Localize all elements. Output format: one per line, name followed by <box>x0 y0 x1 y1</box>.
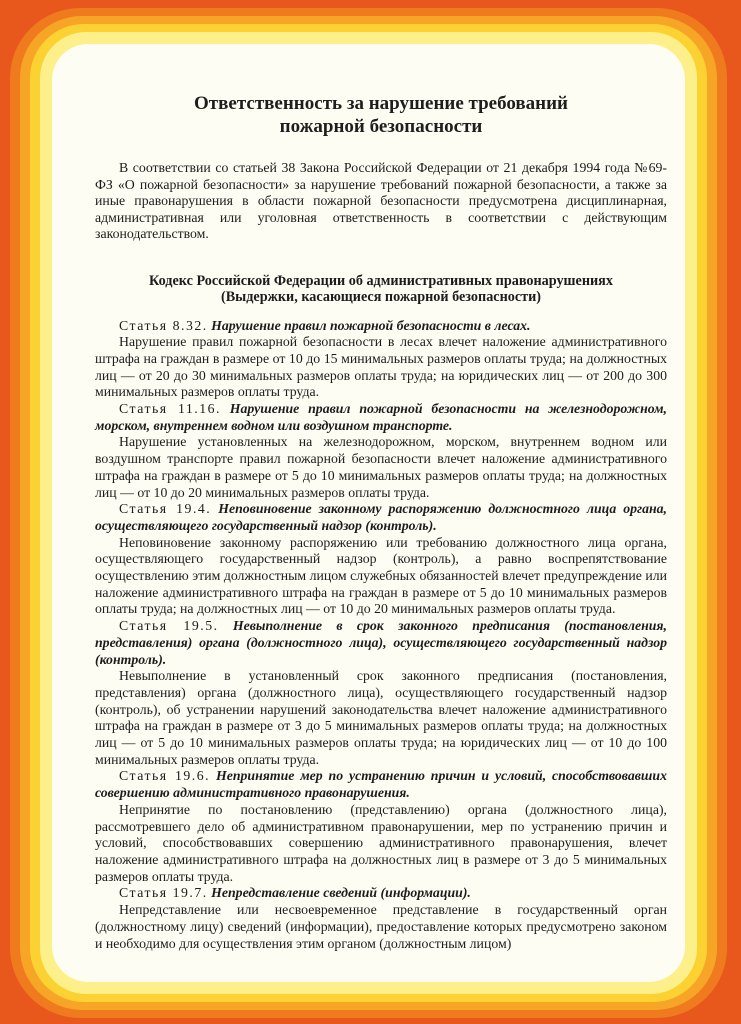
article-heading <box>95 401 667 434</box>
code-heading-line-1: Кодекс Российской Федерации об административных правонарушениях <box>149 272 613 289</box>
poster-content <box>95 92 667 952</box>
page-title <box>95 92 667 138</box>
article-number: Статья 11.16. <box>119 401 221 417</box>
article-heading <box>95 768 667 801</box>
article-heading <box>95 318 667 335</box>
article-number: Статья 19.5. <box>119 618 219 634</box>
article-heading <box>95 501 667 534</box>
article-title: Непринятие мер по устранению причин и условий, способствовавших совершению административного правонарушения. <box>95 768 668 801</box>
article-title: Неповиновение законному распоряжению должностного лица органа, осуществляющего государственный надзор (контроль). <box>95 501 668 533</box>
article-number: Статья 19.4. <box>119 501 212 517</box>
intro-text: В соответствии со статьей 38 Закона Российской Федерации от 21 декабря 1994 года №69-ФЗ «О пожарной безопасности» за нарушение требований пожарной безопасности, а также за иные правонарушения в области пожарной безопасности предусмотрена дисциплинарная, административная или уголовная ответственность в соответствии с действующим законодательством. <box>95 160 667 241</box>
article-title: Нарушение правил пожарной безопасности на железнодорожном, морском, внутреннем водном или воздушном транспорте. <box>95 401 667 433</box>
article-number: Статья 19.7. <box>119 885 208 901</box>
article-body: Нарушение правил пожарной безопасности в лесах влечет наложение административного штрафа на граждан в размере от 10 до 15 минимальных размеров оплаты труда; на должностных лиц — от 20 до 30 минимальных размеров оплаты труда; на юридических лиц — от 200 до 300 минимальных размеров оплаты труда. <box>95 334 667 400</box>
page-title-line-1: Ответственность за нарушение требований <box>194 93 568 114</box>
article-heading <box>95 618 667 668</box>
intro-paragraph <box>95 160 667 243</box>
article-body: Невыполнение в установленный срок законного предписания (постановления, представления) органа (должностного лица), осуществляющего государственный надзор (контроль), об устранении нарушений законодательства влечет наложение административного штрафа на граждан в размере от 3 до 5 минимальных размеров оплаты труда; на должностных лиц — от 5 до 10 минимальных размеров оплаты труда; на юридических лиц — от 10 до 100 минимальных размеров оплаты труда. <box>95 668 667 767</box>
article-heading <box>95 885 667 902</box>
page-title-line-2: пожарной безопасности <box>279 116 483 137</box>
articles-list <box>95 318 667 953</box>
article-title: Невыполнение в срок законного предписания (постановления, представления) органа (должностного лица), осуществляющего государственный надзор (контроль). <box>95 618 667 667</box>
article-title: Непредставление сведений (информации). <box>211 885 471 901</box>
article-title: Нарушение правил пожарной безопасности в лесах. <box>211 317 531 333</box>
article-number: Статья 8.32. <box>119 317 208 333</box>
article-body: Непредставление или несвоевременное представление в государственный орган (должностному лицу) сведений (информации), предоставление которых предусмотрено законом и необходимо для осуществления этим органом (должностным лицом) <box>95 902 667 951</box>
code-heading-line-2: (Выдержки, касающиеся пожарной безопасности) <box>220 289 542 305</box>
article-number: Статья 19.6. <box>119 768 211 784</box>
article-body: Непринятие по постановлению (представлению) органа (должностного лица), рассмотревшего дело об административном правонарушении, мер по устранению причин и условий, способствовавших совершению административного правонарушения, влечет наложение административного штрафа на должностных лиц в размере от 3 до 5 минимальных размеров оплаты труда. <box>95 801 667 884</box>
article-body: Нарушение установленных на железнодорожном, морском, внутреннем водном или воздушном транспорте правил пожарной безопасности влечет наложение административного штрафа на граждан в размере от 5 до 10 минимальных размеров оплаты труда; на должностных лиц — от 10 до 20 минимальных размеров оплаты труда. <box>95 434 667 500</box>
code-heading <box>95 273 667 306</box>
article-body: Неповиновение законному распоряжению или требованию должностного лица органа, осуществляющего государственный надзор (контроль), а равно воспрепятствование осуществлению этим должностным лицом служебных обязанностей влечет предупреждение или наложение административного штрафа на граждан в размере от 5 до 10 минимальных размеров оплаты труда; на должностных лиц — от 10 до 20 минимальных размеров оплаты труда. <box>95 534 667 617</box>
